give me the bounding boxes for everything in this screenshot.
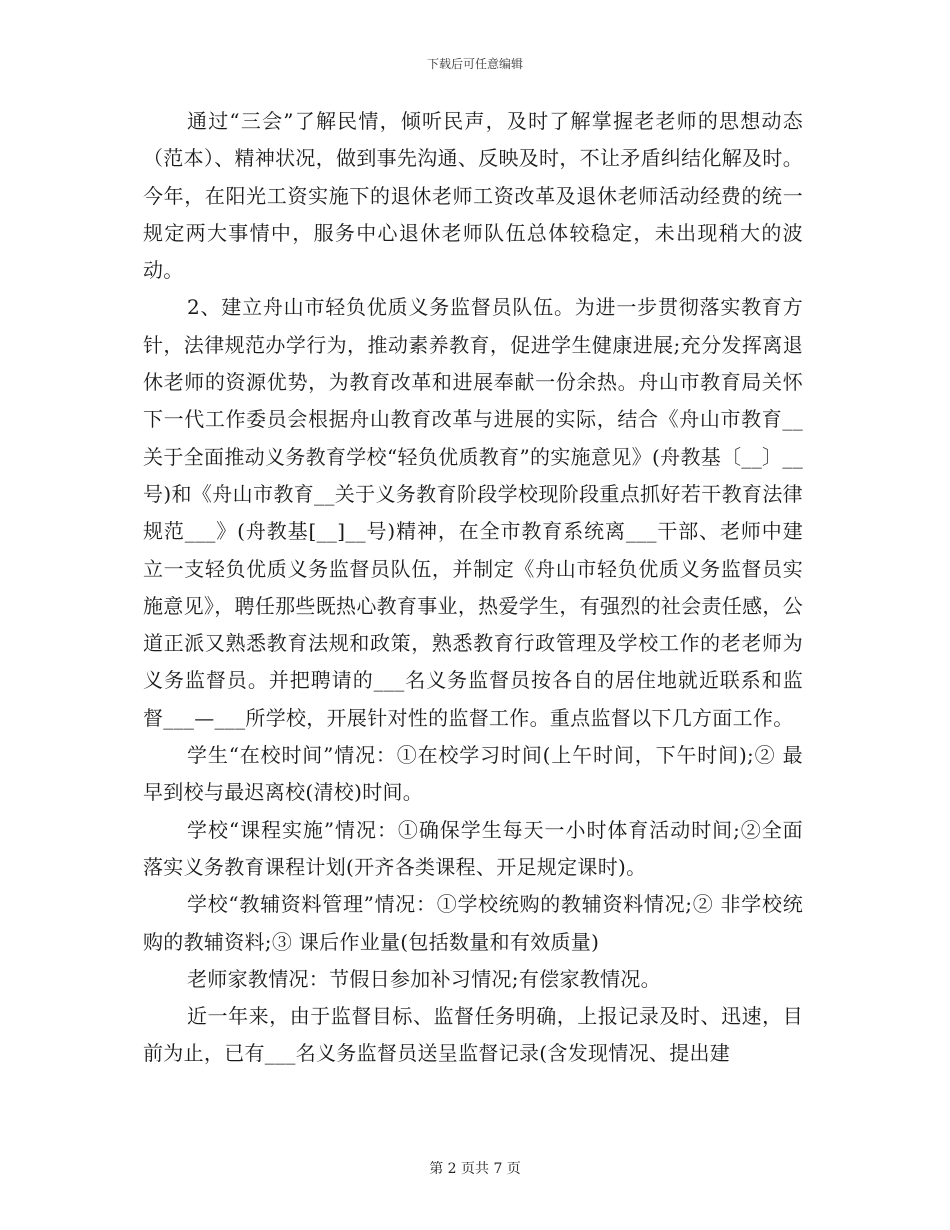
document-body [143,103,803,1073]
paragraph-6: 老师家教情况：节假日参加补习情况;有偿家教情况。 [187,966,661,991]
page-header: 下载后可任意编辑 [426,57,523,71]
paragraph-2: 2、建立舟山市轻负优质义务监督员队伍。为进一步贯彻落实教育方针，法律规范办学行为，推动素养教育，促进学生健康进展;充分发挥离退休老师的资源优势，为教育改革和进展奉献一份余热。舟山市教育局关怀下一代工作委员会根据舟山教育改革与进展的实际，结合《舟山市教育__关于全面推动义务教育学校“轻负优质教育”的实施意见》(舟教基〔__〕__号)和《舟山市教育__关于义务教育阶段学校现阶段重点抓好若干教育法律规范___》(舟教基[__]__号)精神，在全市教育系统离___干部、老师中建立一支轻负优质义务监督员队伍，并制定《舟山市轻负优质义务监督员实施意见》，聘任那些既热心教育事业，热爱学生，有强烈的社会责任感，公道正派又熟悉教育法规和政策，熟悉教育行政管理及学校工作的老老师为义务监督员。并把聘请的___名义务监督员按各自的居住地就近联系和监督___—___所学校，开展针对性的监督工作。重点监督以下几方面工作。 [143,295,803,730]
paragraph-7: 近一年来，由于监督目标、监督任务明确，上报记录及时、迅速，目前为止，已有___名义务监督员送呈监督记录(含发现情况、提出建 [143,1004,803,1066]
paragraph-4: 学校“课程实施”情况：①确保学生每天一小时体育活动时间;②全面落实义务教育课程计划(开齐各类课程、开足规定课时)。 [143,817,803,879]
paragraph-3: 学生“在校时间”情况：①在校学习时间(上午时间，下午时间);② 最早到校与最迟离校(清校)时间。 [143,743,803,805]
page-footer: 第 2 页共 7 页 [429,1161,521,1177]
paragraph-1: 通过“三会”了解民情，倾听民声，及时了解掌握老老师的思想动态（范本）、精神状况，做到事先沟通、反映及时，不让矛盾纠结化解及时。今年，在阳光工资实施下的退休老师工资改革及退休老师活动经费的统一规定两大事情中，服务中心退休老师队伍总体较稳定，未出现稍大的波动。 [143,109,803,283]
paragraph-5: 学校“教辅资料管理”情况：①学校统购的教辅资料情况;② 非学校统购的教辅资料;③ 课后作业量(包括数量和有效质量) [143,892,803,954]
